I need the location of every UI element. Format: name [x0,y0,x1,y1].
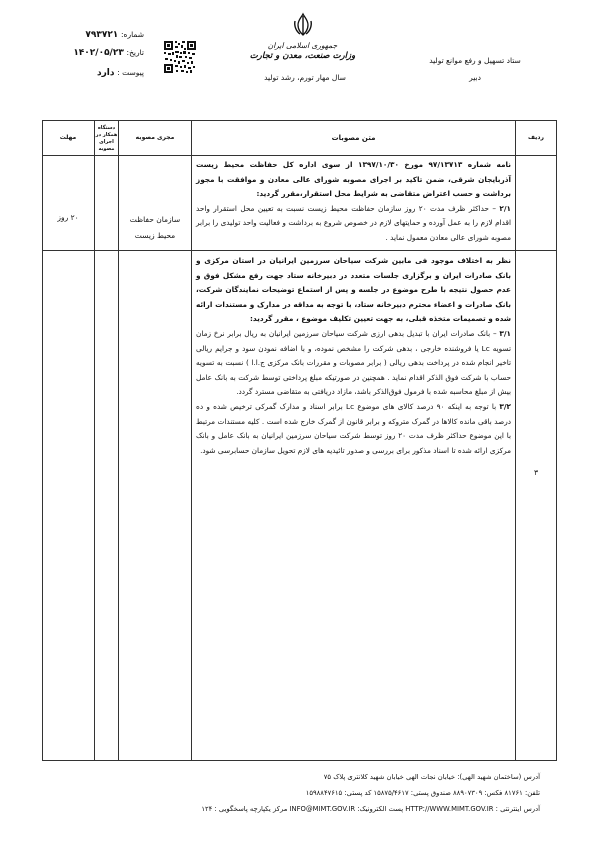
ministry-line1: جمهوری اسلامی ایران [267,41,338,50]
letter-number [52,30,144,40]
header-deadline: مهلت [59,134,77,141]
letter-date [52,48,144,58]
row2-intro: نظر به اختلاف موجود فی مابین شرکت سیاحان سرزمین ایرانیان در استان مرکزی و بانک صادرات ایران و برگزاری جلسات متعدد در دبیرخانه ستاد جهت رفع مشکل فوق و عدم حصول نتیجه با طرح موضوع در جلسه و پس از استماع توضیحات نمایندگان شرکت، بانک صادرات و اعضاء محترم دبیرخانه ستاد، با توجه به مداقه در مدارک و مستندات ارائه شده و تصمیمات متخذه قبلی، به جهت تعیین تکلیف موضوع ، مقرر گردید: [196,256,511,324]
row1-approver: سازمان حفاظت محیط زیست [129,215,181,240]
emblem-icon [290,12,316,38]
row2-item1-text: – بانک صادرات ایران با تبدیل بدهی ارزی شرکت سیاحان سرزمین ایرانیان به ریال برابر نرخ زمان تسویه Lc یا فروشنده خارجی ، بدهی شرکت را مشخص نموده، و با اضافه نمودن سود و جرایم ریالی تاخیر انجام شده در پرداخت بدهی ریالی ( برابر مصوبات و مقررات بانک مرکزی ج.ا.ا ) نسبت به تسویه حساب با شرکت فوق الذکر اقدام نماید . همچنین در صورتیکه مبلغ پرداختی توسط شرکت به بانک عامل بیش از مبلغ محاسبه شده با فرمول فوق‌الذکر باشد، مازاد دریافتی به متقاضی مسترد گردد. [196,328,511,397]
row2-item2-number: ۳/۲ [499,401,511,411]
row1-resolution-text [196,158,511,246]
row2-resolution-text [196,254,511,458]
number-value: ۷۹۳۷۲۱ [85,30,119,40]
qr-code-icon [163,40,197,74]
header-cooperating: دستگاه همکار در اجرای مصوبه [95,125,118,152]
sender-line2: دبیر [469,73,481,82]
row2-number: ۳ [533,468,539,477]
sender-block [400,52,550,86]
attachment-value: دارد [96,68,115,78]
row1-deadline: ۲۰ روز [57,213,79,222]
row1-item-number: ۲/۱ [499,203,511,213]
ministry-block [230,40,375,62]
letter-attachment [52,68,144,78]
row2-item1-number: ۳/۱ [499,328,511,338]
date-value: ۱۴۰۲/۰۵/۲۳ [73,48,124,58]
footer-address: آدرس (ساختمان شهید الهی): خیابان نجات الهی خیابان شهید کلانتری پلاک ۷۵ [323,773,540,781]
footer-web: آدرس اینترنتی : HTTP://WWW.MIMT.GOV.IR پست الکترونیک: INFO@MIMT.GOV.IR مرکز یکپارچه پاسخگویی : ۱۲۴ [201,805,540,813]
sender-line1: ستاد تسهیل و رفع موانع تولید [429,56,521,65]
row2-item2-text: با توجه به اینکه ۹۰ درصد کالای های موضوع Lc برابر اسناد و مدارک گمرکی ترخیص شده و ده درصد باقی مانده کالاها در گمرک متروکه و برابر قانون از گمرک خارج شده است . کلیه مستندات مرتبط با این موضوع حداکثر ظرف مدت ۲۰ روز توسط شرکت سیاحان سرزمین ایرانیان به بانک عامل و بانک مرکزی ارائه شده تا اسناد مذکور برای بررسی و صدور تائیدیه های لازم تحویل سازمان حسابرسی شود. [196,401,511,455]
resolutions-table [42,120,557,760]
row1-item-text: – حداکثر ظرف مدت ۲۰ روز سازمان حفاظت محیط زیست نسبت به تعیین محل استقرار واحد اقدام لازم را به عمل آورده و حمایتهای لازم در خصوص شروع به برداشت و فعالیت واحد تولیدی را برابر مصوبه شورای عالی معادن معمول نماید . [196,203,511,242]
footer-phone: تلفن: ۸۱۷۶۱ فکس: ۸۸۹۰۷۳۰۹ صندوق پستی: ۱۵۸۷۵/۴۶۱۷ کد پستی: ۱۵۹۸۸۴۷۶۱۵ [305,789,540,797]
attachment-label: پیوست : [117,68,144,77]
header-resolutions: متن مصوبات [331,134,376,142]
year-slogan: سال مهار تورم، رشد تولید [264,73,346,82]
row1-intro: نامه شماره ۹۷/۱۳۷۱۳ مورخ ۱۳۹۷/۱۰/۳۰ از سوی اداره کل حفاظت محیط زیست آذربایجان شرقی، ضمن تاکید بر اجرای مصوبه شورای عالی معادن و موافقت با مجوز برداشت و حسب اعتراض متقاضی به شرایط محل استقرار،مقرر گردید: [196,160,511,199]
ministry-line2: وزارت صنعت، معدن و تجارت [249,51,356,61]
date-label: تاریخ: [126,48,144,57]
number-label: شماره: [121,30,144,39]
header-row-number: ردیف [528,134,544,141]
header-approver: مجری مصوبه [135,134,175,141]
